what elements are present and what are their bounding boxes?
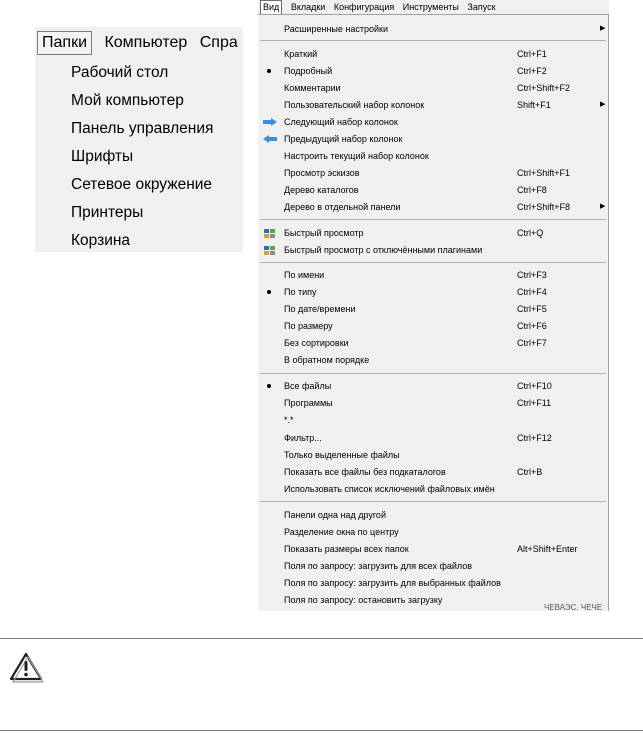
menu-computer[interactable]: Компьютер — [104, 34, 188, 51]
menu-item-selected-only[interactable]: Только выделенные файлы — [284, 450, 400, 460]
menu-item-reverse-order[interactable]: В обратном порядке — [284, 355, 370, 365]
checked-bullet-icon — [267, 69, 271, 73]
folders-menu-panel — [35, 27, 243, 252]
menu-tools[interactable]: Инструменты — [402, 2, 459, 12]
menu-item-ondemand-selected[interactable]: Поля по запросу: загрузить для выбранных файлов — [284, 578, 501, 588]
menu-item-wildcard[interactable]: *.* — [284, 415, 294, 425]
view-dropdown — [258, 14, 609, 611]
menu-configuration[interactable]: Конфигурация — [333, 2, 395, 12]
menu-item-split-center[interactable]: Разделение окна по центру — [284, 527, 399, 537]
menu-item-ondemand-stop[interactable]: Поля по запросу: остановить загрузку — [284, 595, 443, 605]
cropped-background-text: ЧЕВАЭС. ЧЕЧЕ — [544, 603, 603, 611]
menu-item-my-computer[interactable]: Мой компьютер — [71, 92, 184, 109]
menu-view[interactable]: Вид — [260, 0, 282, 15]
checked-bullet-icon — [267, 290, 271, 294]
menu-item-tree-separate-panel[interactable]: Дерево в отдельной панели Ctrl+Shift+F8 ▶ — [284, 202, 606, 212]
menu-item-advanced-settings[interactable]: Расширенные настройки ▶ — [284, 24, 606, 34]
separator — [260, 262, 606, 263]
menu-item-no-sort[interactable]: Без сортировки Ctrl+F7 — [284, 338, 547, 348]
submenu-arrow-icon: ▶ — [600, 203, 606, 210]
menu-item-sort-name[interactable]: По имени Ctrl+F3 — [284, 270, 547, 280]
menu-item-recycle-bin[interactable]: Корзина — [71, 232, 131, 249]
menu-tabs[interactable]: Вкладки — [290, 2, 326, 12]
view-menu-panel — [258, 0, 609, 611]
menu-item-network[interactable]: Сетевое окружение — [71, 176, 213, 193]
menu-item-configure-columns[interactable]: Настроить текущий набор колонок — [284, 151, 429, 161]
arrow-right-icon — [263, 118, 277, 126]
menu-item-dir-tree[interactable]: Дерево каталогов Ctrl+F8 — [284, 185, 547, 195]
menu-item-folder-sizes[interactable]: Показать размеры всех папок Alt+Shift+Enter — [284, 544, 578, 554]
folders-menu-list — [71, 63, 213, 252]
warning-icon — [8, 650, 44, 684]
quick-view-icon — [264, 229, 275, 238]
menu-item-programs[interactable]: Программы Ctrl+F11 — [284, 398, 552, 408]
menu-item-quick-view-no-plugins[interactable]: Быстрый просмотр с отключёнными плагинами — [258, 243, 608, 257]
right-menubar — [258, 0, 609, 13]
separator — [260, 501, 606, 502]
menu-help-truncated[interactable]: Спра — [199, 34, 238, 51]
menu-item-filter[interactable]: Фильтр... Ctrl+F12 — [284, 433, 552, 443]
separator — [260, 373, 606, 374]
note-top-rule — [0, 638, 643, 639]
menu-item-all-files[interactable]: Все файлы Ctrl+F10 — [258, 379, 608, 393]
menu-item-printers[interactable]: Принтеры — [71, 204, 144, 221]
menu-item-comments[interactable]: Комментарии Ctrl+Shift+F2 — [284, 83, 571, 93]
menu-item-quick-view[interactable]: Быстрый просмотр Ctrl+Q — [258, 226, 608, 240]
menu-item-no-subdirs[interactable]: Показать все файлы без подкаталогов Ctrl+B — [284, 467, 543, 477]
note-bottom-rule — [0, 730, 643, 731]
separator — [260, 40, 606, 41]
separator — [260, 219, 606, 220]
menu-item-exclusion-list[interactable]: Использовать список исключений файловых имён — [284, 484, 495, 494]
menu-item-detailed[interactable]: Подробный Ctrl+F2 — [258, 64, 608, 78]
menu-folders[interactable]: Папки — [37, 31, 92, 55]
arrow-left-icon — [263, 135, 277, 143]
menu-item-custom-columns[interactable]: Пользовательский набор колонок Shift+F1 ▶ — [284, 100, 606, 110]
menu-item-thumbnails[interactable]: Просмотр эскизов Ctrl+Shift+F1 — [284, 168, 571, 178]
left-menubar — [35, 31, 243, 55]
submenu-arrow-icon: ▶ — [600, 25, 606, 32]
submenu-arrow-icon: ▶ — [600, 101, 606, 108]
menu-item-sort-size[interactable]: По размеру Ctrl+F6 — [284, 321, 547, 331]
menu-item-control-panel[interactable]: Панель управления — [71, 120, 214, 137]
menu-item-next-columns[interactable]: Следующий набор колонок — [258, 115, 608, 129]
menu-item-fonts[interactable]: Шрифты — [71, 148, 134, 165]
menu-item-desktop[interactable]: Рабочий стол — [71, 64, 169, 81]
menu-item-brief[interactable]: Краткий Ctrl+F1 — [284, 49, 547, 59]
menu-item-ondemand-all[interactable]: Поля по запросу: загрузить для всех файлов — [284, 561, 473, 571]
menu-launch[interactable]: Запуск — [467, 2, 496, 12]
menu-item-sort-type[interactable]: По типу Ctrl+F4 — [258, 285, 608, 299]
quick-view-icon — [264, 246, 275, 255]
checked-bullet-icon — [267, 384, 271, 388]
menu-item-sort-date[interactable]: По дате/времени Ctrl+F5 — [284, 304, 547, 314]
menu-item-prev-columns[interactable]: Предыдущий набор колонок — [258, 132, 608, 146]
menu-item-panels-stacked[interactable]: Панели одна над другой — [284, 510, 386, 520]
